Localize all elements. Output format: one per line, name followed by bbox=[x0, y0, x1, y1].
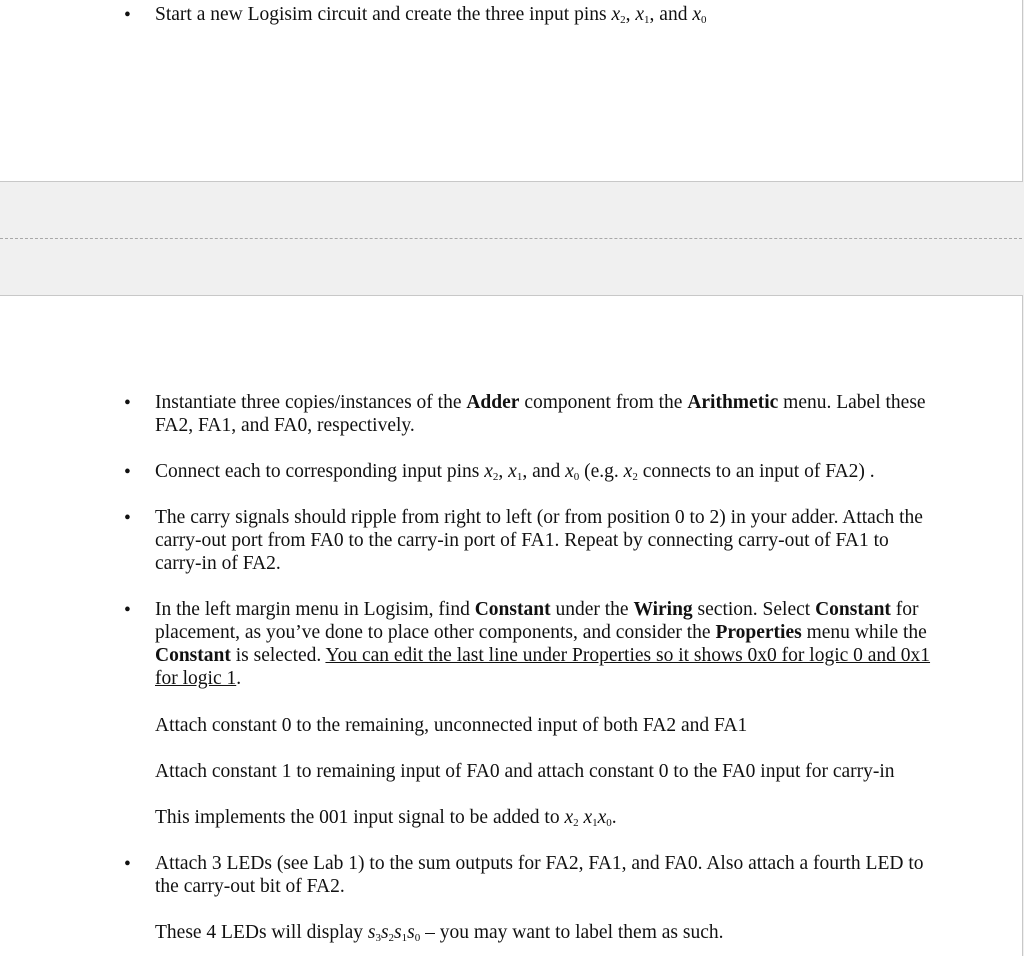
step-attach-leds: Attach 3 LEDs (see Lab 1) to the sum outputs for FA2, FA1, and FA0. Also attach a fourth LED to the carry-out bit of FA2. bbox=[155, 853, 924, 897]
page-break-line bbox=[0, 238, 1022, 239]
document-page-top bbox=[0, 0, 1023, 182]
bullet-icon: • bbox=[124, 854, 131, 875]
paragraph-led-display: These 4 LEDs will display $s_3s_2s_1s_0$ – you may want to label them as such. bbox=[155, 922, 724, 944]
step-instantiate-adders: Instantiate three copies/instances of the Adder component from the Arithmetic menu. Label these FA2, FA1, and FA0, respectively. bbox=[155, 392, 926, 436]
paragraph-attach-constant-1: Attach constant 1 to remaining input of FA0 and attach constant 0 to the FA0 input for carry-in bbox=[155, 761, 895, 782]
bullet-icon: • bbox=[124, 393, 131, 414]
bullet-icon: • bbox=[124, 462, 131, 483]
underlined-hint: You can edit the last line under Properties so it shows 0x0 for logic 0 and 0x1 for logic 1 bbox=[155, 645, 931, 689]
step-carry-ripple: The carry signals should ripple from right to left (or from position 0 to 2) in your adder. Attach the carry-out port from FA0 to the carry-in port of FA1. Repeat by connecting carry-out of FA1 to carry-in of FA2. bbox=[155, 507, 923, 574]
bullet-icon: • bbox=[124, 5, 131, 26]
step-connect-inputs: Connect each to corresponding input pins $x_2$, $x_1$, and $x_0$ (e.g. $x_2$ connects to an input of FA2) . bbox=[155, 461, 875, 483]
bullet-icon: • bbox=[124, 508, 131, 529]
bullet-icon: • bbox=[124, 600, 131, 621]
paragraph-implements-signal: This implements the 001 input signal to be added to $x_2$ $x_1x_0$. bbox=[155, 807, 617, 829]
step-create-input-pins: Start a new Logisim circuit and create the three input pins $x_2$, $x_1$, and $x_0$ bbox=[155, 4, 707, 26]
step-constant-placement: In the left margin menu in Logisim, find Constant under the Wiring section. Select Constant for placement, as you’ve done to place other components, and consider the Properties menu while the Constant is selected. You can edit the last line under Properties so it shows 0x0 for logic 0 and 0x1 for logic 1. bbox=[155, 599, 931, 689]
paragraph-attach-constant-0: Attach constant 0 to the remaining, unconnected input of both FA2 and FA1 bbox=[155, 715, 748, 736]
